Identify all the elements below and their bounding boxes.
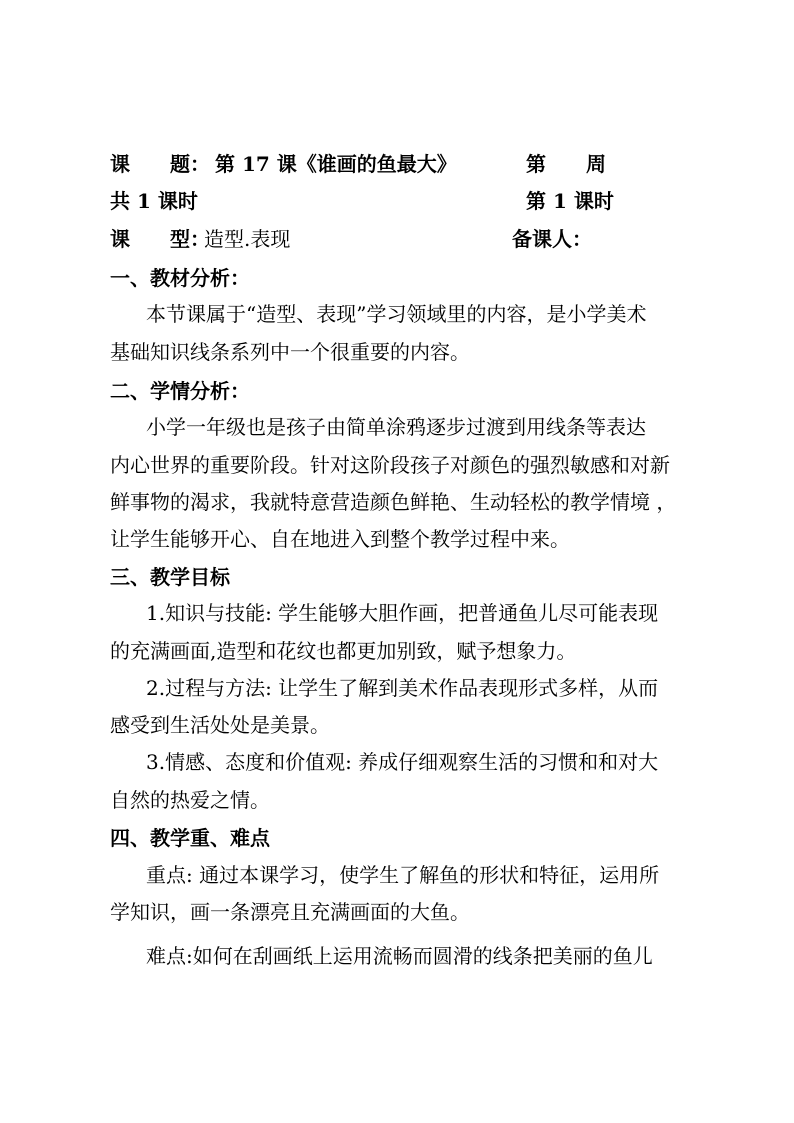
topic-label: 课 题： bbox=[110, 152, 210, 176]
paragraph-line: 本节课属于“造型、表现”学习领域里的内容，是小学美术 bbox=[146, 302, 647, 326]
paragraph-line: 3.情感、态度和价值观: 养成仔细观察生活的习惯和和对大 bbox=[146, 750, 659, 774]
lesson-type-value: 造型.表现 bbox=[204, 227, 291, 251]
paragraph-line: 感受到生活处处是美景。 bbox=[110, 713, 330, 737]
section-heading-students: 二、学情分析： bbox=[110, 379, 250, 403]
paragraph-line: 内心世界的重要阶段。针对这阶段孩子对颜色的强烈敏感和对新 bbox=[110, 453, 670, 477]
paragraph-line: 学知识，画一条漂亮且充满画面的大鱼。 bbox=[110, 900, 470, 924]
paragraph-line: 让学生能够开心、自在地进入到整个教学过程中来。 bbox=[110, 527, 570, 551]
paragraph-line: 1.知识与技能: 学生能够大胆作画，把普通鱼儿尽可能表现 bbox=[146, 601, 659, 625]
section-heading-materials: 一、教材分析： bbox=[110, 266, 250, 290]
paragraph-line: 的充满画面,造型和花纹也都更加别致，赋予想象力。 bbox=[110, 639, 577, 663]
section-heading-objectives: 三、教学目标 bbox=[110, 565, 230, 589]
paragraph-line: 2.过程与方法: 让学生了解到美术作品表现形式多样，从而 bbox=[146, 676, 659, 700]
paragraph-line: 重点: 通过本课学习，使学生了解鱼的形状和特征，运用所 bbox=[146, 863, 660, 887]
total-periods: 共 1 课时 bbox=[110, 189, 198, 213]
section-heading-keypoints: 四、教学重、难点 bbox=[110, 826, 270, 850]
paragraph-line: 基础知识线条系列中一个很重要的内容。 bbox=[110, 340, 470, 364]
paragraph-line: 自然的热爱之情。 bbox=[110, 788, 270, 812]
paragraph-line: 小学一年级也是孩子由简单涂鸦逐步过渡到用线条等表达 bbox=[146, 415, 646, 439]
lesson-type-label: 课 型： bbox=[110, 227, 210, 251]
paragraph-line: 难点:如何在刮画纸上运用流畅而圆滑的线条把美丽的鱼儿 bbox=[146, 944, 653, 968]
period-number: 第 1 课时 bbox=[526, 189, 614, 213]
week-label: 第 周 bbox=[526, 152, 606, 176]
preparer-label: 备课人： bbox=[512, 227, 592, 251]
topic-title: 第 17 课《谁画的鱼最大》 bbox=[215, 152, 457, 176]
paragraph-line: 鲜事物的渴求，我就特意营造颜色鲜艳、生动轻松的教学情境 ， bbox=[110, 490, 677, 514]
